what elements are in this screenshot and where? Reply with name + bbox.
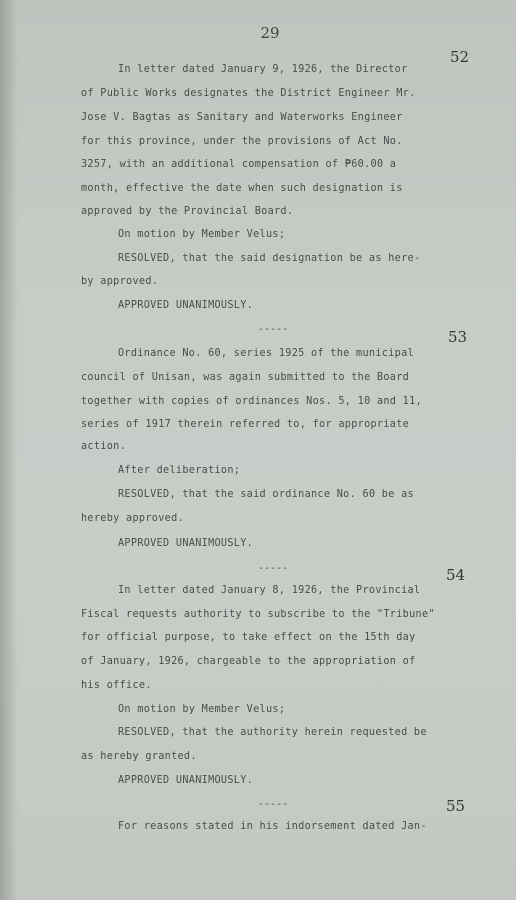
text-line: On motion by Member Velus; [118,229,286,240]
text-line: In letter dated January 8, 1926, the Provincial [118,585,421,596]
text-line: of Public Works designates the District Engineer Mr. [81,88,416,99]
text-line: For reasons stated in his indorsement dated Jan- [118,821,427,832]
approved-line: APPROVED UNANIMOUSLY. [118,300,254,311]
text-line: series of 1917 therein referred to, for appropriate [81,419,410,430]
text-line: approved by the Provincial Board. [81,206,294,217]
text-line: council of Unisan, was again submitted to the Board [81,372,410,383]
text-line: of January, 1926, chargeable to the appropriation of [81,656,416,667]
text-line: by approved. [81,276,159,287]
text-line: On motion by Member Velus; [118,704,286,715]
text-line: his office. [81,680,152,691]
page-number: 29 [260,24,280,42]
text-line: hereby approved. [81,513,184,524]
text-line: as hereby granted. [81,751,197,762]
text-line: RESOLVED, that the said ordinance No. 60 be as [118,489,414,500]
text-line: action. [81,441,127,452]
separator: ----- [258,799,289,810]
text-line: Fiscal requests authority to subscribe to the "Tribune" [81,609,435,620]
text-line: RESOLVED, that the said designation be as here- [118,253,421,264]
text-line: together with copies of ordinances Nos. 5, 10 and 11, [81,396,422,407]
text-line: 3257, with an additional compensation of ₱60.00 a [81,159,397,170]
item-number-53: 53 [448,328,468,346]
text-line: month, effective the date when such designation is [81,183,403,194]
text-line: Ordinance No. 60, series 1925 of the municipal [118,348,414,359]
separator: ----- [258,563,289,574]
text-line: for official purpose, to take effect on the 15th day [81,632,416,643]
approved-line: APPROVED UNANIMOUSLY. [118,775,254,786]
approved-line: APPROVED UNANIMOUSLY. [118,538,254,549]
text-line: Jose V. Bagtas as Sanitary and Waterworks Engineer [81,112,403,123]
item-number-54: 54 [446,566,466,584]
text-line: for this province, under the provisions of Act No. [81,136,403,147]
separator: ----- [258,324,289,335]
item-number-55: 55 [446,797,466,815]
text-line: RESOLVED, that the authority herein requested be [118,727,427,738]
text-line: After deliberation; [118,465,241,476]
text-line: In letter dated January 9, 1926, the Director [118,64,408,75]
item-number-52: 52 [450,48,470,66]
